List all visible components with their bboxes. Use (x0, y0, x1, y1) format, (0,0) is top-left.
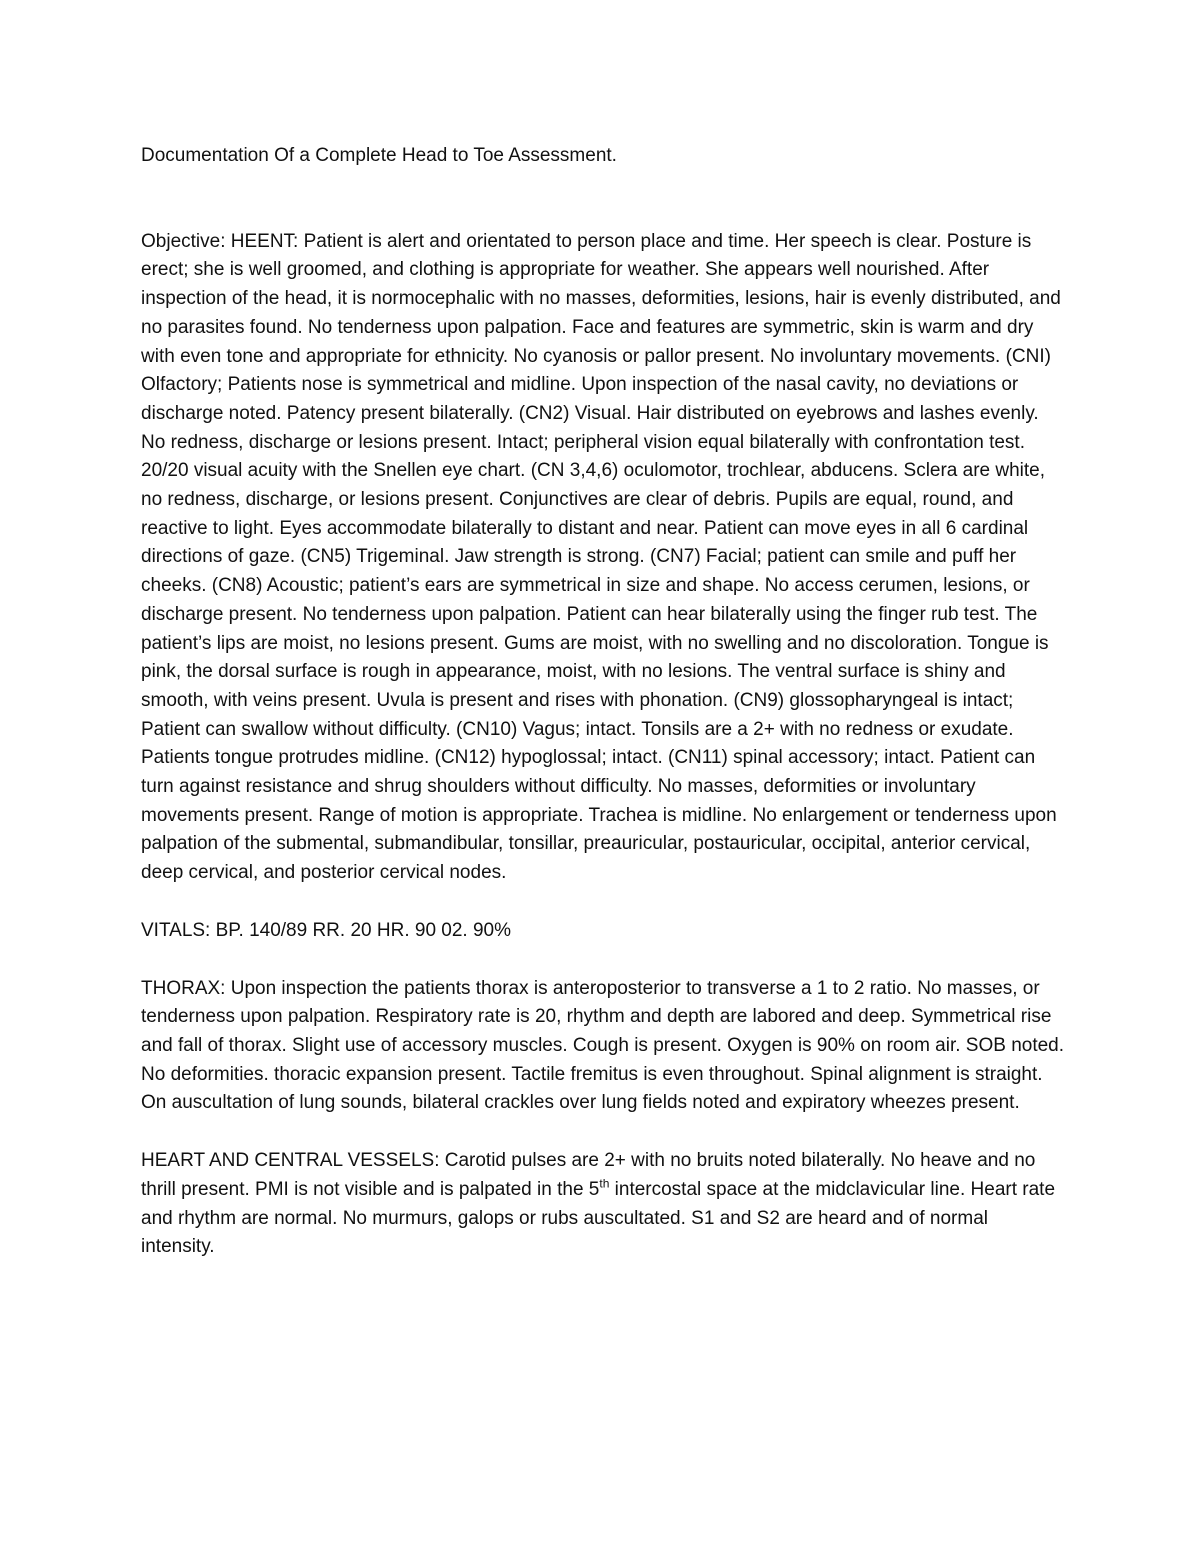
document-title: Documentation Of a Complete Head to Toe Assessment. (141, 145, 617, 166)
ordinal-superscript: th (599, 1176, 610, 1191)
objective-heent-section: Objective: HEENT: Patient is alert and orientated to person place and time. Her speech is clear. Posture is erect; she is well groomed, and clothing is appropriate for weather. She appears well nourished. After inspection of the head, it is normocephalic with no masses, deformities, lesions, hair is evenly distributed, and no parasites found. No tenderness upon palpation. Face and features are symmetric, skin is warm and dry with even tone and appropriate for ethnicity. No cyanosis or pallor present. No involuntary movements. (CNI) Olfactory; Patients nose is symmetrical and midline. Upon inspection of the nasal cavity, no deviations or discharge noted. Patency present bilaterally. (CN2) Visual. Hair distributed on eyebrows and lashes evenly. No redness, discharge or lesions present. Intact; peripheral vision equal bilaterally with confrontation test. 20/20 visual acuity with the Snellen eye chart. (CN 3,4,6) oculomotor, trochlear, abducens. Sclera are white, no redness, discharge, or lesions present. Conjunctives are clear of debris. Pupils are equal, round, and reactive to light. Eyes accommodate bilaterally to distant and near. Patient can move eyes in all 6 cardinal directions of gaze. (CN5) Trigeminal. Jaw strength is strong. (CN7) Facial; patient can smile and puff her cheeks. (CN8) Acoustic; patient’s ears are symmetrical in size and shape. No access cerumen, lesions, or discharge present. No tenderness upon palpation. Patient can hear bilaterally using the finger rub test. The patient’s lips are moist, no lesions present. Gums are moist, with no swelling and no discoloration. Tongue is pink, the dorsal surface is rough in appearance, moist, with no lesions. The ventral surface is shiny and smooth, with veins present. Uvula is present and rises with phonation. (CN9) glossopharyngeal is intact; Patient can swallow without difficulty. (CN10) Vagus; intact. Tonsils are a 2+ with no redness or exudate. Patients tongue protrudes midline. (CN12) hypoglossal; intact. (CN11) spinal accessory; intact. Patient can turn against resistance and shrug shoulders without difficulty. No masses, deformities or involuntary movements present. Range of motion is appropriate. Trachea is midline. No enlargement or tenderness upon palpation of the submental, submandibular, tonsillar, preauricular, postauricular, occipital, anterior cervical, deep cervical, and posterior cervical nodes. (141, 230, 1061, 884)
heart-central-vessels-section (141, 1147, 1066, 1262)
heart-text-before-superscript: HEART AND CENTRAL VESSELS: Carotid pulses are 2+ with no bruits noted bilaterally. No heave and no thrill present. PMI is not visible and is palpated in the 5 (141, 1150, 1036, 1200)
heart-text-after-superscript: intercostal space at the midclavicular line. Heart rate and rhythm are normal. No murmurs, galops or rubs auscultated. S1 and S2 are heard and of normal intensity. (141, 1178, 1056, 1258)
thorax-section: THORAX: Upon inspection the patients thorax is anteroposterior to transverse a 1 to 2 ratio. No masses, or tenderness upon palpation. Respiratory rate is 20, rhythm and depth are labored and deep. Symmetrical rise and fall of thorax. Slight use of accessory muscles. Cough is present. Oxygen is 90% on room air. SOB noted. No deformities. thoracic expansion present. Tactile fremitus is even throughout. Spinal alignment is straight. On auscultation of lung sounds, bilateral crackles over lung fields noted and expiratory wheezes present. (141, 977, 1065, 1114)
document-content (141, 142, 1066, 1262)
vitals-section: VITALS: BP. 140/89 RR. 20 HR. 90 02. 90% (141, 919, 512, 941)
